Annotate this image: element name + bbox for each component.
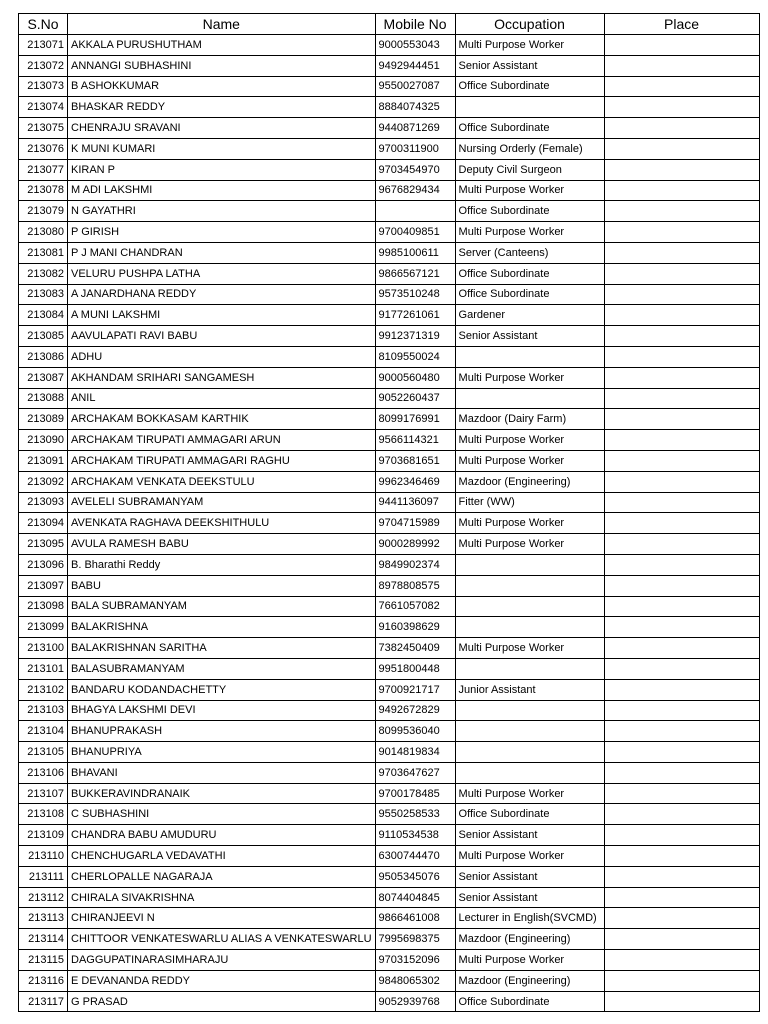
cell-sno: 213079 [19,201,68,222]
table-row [19,762,760,783]
cell-place [604,367,759,388]
header-mobile: Mobile No [375,14,455,35]
cell-place [604,201,759,222]
table-row [19,242,760,263]
cell-mobile: 9700178485 [375,783,455,804]
cell-mobile: 9676829434 [375,180,455,201]
cell-sno: 213082 [19,263,68,284]
cell-place [604,222,759,243]
cell-occupation: Mazdoor (Engineering) [455,970,604,991]
cell-place [604,929,759,950]
cell-name: M ADI LAKSHMI [68,180,376,201]
table-row [19,991,760,1012]
cell-mobile: 9492672829 [375,700,455,721]
cell-occupation: Multi Purpose Worker [455,846,604,867]
cell-occupation: Multi Purpose Worker [455,222,604,243]
cell-name: BALAKRISHNA [68,617,376,638]
cell-sno: 213108 [19,804,68,825]
table-row [19,263,760,284]
table-row [19,575,760,596]
cell-sno: 213099 [19,617,68,638]
cell-mobile: 9000289992 [375,534,455,555]
cell-place [604,762,759,783]
cell-name: BHANUPRAKASH [68,721,376,742]
cell-sno: 213087 [19,367,68,388]
cell-sno: 213076 [19,138,68,159]
cell-sno: 213077 [19,159,68,180]
cell-occupation: Senior Assistant [455,55,604,76]
cell-place [604,575,759,596]
cell-mobile: 9703647627 [375,762,455,783]
cell-mobile [375,201,455,222]
table-row [19,825,760,846]
cell-place [604,242,759,263]
cell-occupation: Multi Purpose Worker [455,450,604,471]
table-row [19,201,760,222]
cell-mobile: 9703454970 [375,159,455,180]
cell-sno: 213085 [19,326,68,347]
cell-name: BHAVANI [68,762,376,783]
cell-mobile: 7382450409 [375,638,455,659]
cell-place [604,866,759,887]
table-row [19,804,760,825]
cell-place [604,721,759,742]
cell-place [604,908,759,929]
cell-name: C SUBHASHINI [68,804,376,825]
cell-sno: 213074 [19,97,68,118]
cell-occupation [455,596,604,617]
cell-place [604,513,759,534]
cell-mobile: 9000553043 [375,35,455,56]
cell-occupation: Multi Purpose Worker [455,783,604,804]
table-row [19,638,760,659]
cell-name: A JANARDHANA REDDY [68,284,376,305]
table-row [19,929,760,950]
cell-mobile: 9550027087 [375,76,455,97]
cell-name: ANIL [68,388,376,409]
cell-place [604,887,759,908]
cell-mobile: 9440871269 [375,118,455,139]
cell-name: N GAYATHRI [68,201,376,222]
cell-mobile: 9177261061 [375,305,455,326]
cell-occupation [455,700,604,721]
cell-place [604,346,759,367]
table-row [19,367,760,388]
table-row [19,846,760,867]
cell-name: AVELELI SUBRAMANYAM [68,492,376,513]
cell-mobile: 9866461008 [375,908,455,929]
cell-name: BHASKAR REDDY [68,97,376,118]
cell-place [604,596,759,617]
cell-sno: 213112 [19,887,68,908]
cell-place [604,55,759,76]
cell-name: BHANUPRIYA [68,742,376,763]
cell-mobile: 9052939768 [375,991,455,1012]
cell-sno: 213081 [19,242,68,263]
cell-name: BANDARU KODANDACHETTY [68,679,376,700]
cell-place [604,846,759,867]
cell-mobile: 9704715989 [375,513,455,534]
header-row [19,14,760,35]
cell-occupation: Mazdoor (Dairy Farm) [455,409,604,430]
cell-occupation: Nursing Orderly (Female) [455,138,604,159]
cell-occupation: Multi Purpose Worker [455,35,604,56]
cell-name: BHAGYA LAKSHMI DEVI [68,700,376,721]
cell-occupation: Multi Purpose Worker [455,534,604,555]
cell-name: ARCHAKAM TIRUPATI AMMAGARI ARUN [68,430,376,451]
cell-sno: 213091 [19,450,68,471]
cell-place [604,804,759,825]
cell-sno: 213093 [19,492,68,513]
cell-occupation: Fitter (WW) [455,492,604,513]
cell-place [604,409,759,430]
header-name: Name [68,14,376,35]
cell-occupation [455,762,604,783]
cell-mobile: 9014819834 [375,742,455,763]
cell-name: BALASUBRAMANYAM [68,658,376,679]
cell-mobile: 8978808575 [375,575,455,596]
cell-sno: 213097 [19,575,68,596]
table-row [19,908,760,929]
cell-mobile: 8884074325 [375,97,455,118]
cell-occupation: Lecturer in English(SVCMD) [455,908,604,929]
cell-place [604,305,759,326]
cell-sno: 213092 [19,471,68,492]
cell-mobile: 9985100611 [375,242,455,263]
cell-place [604,492,759,513]
table-row [19,35,760,56]
header-occupation: Occupation [455,14,604,35]
cell-name: CHENRAJU SRAVANI [68,118,376,139]
cell-name: ADHU [68,346,376,367]
cell-name: AKKALA PURUSHUTHAM [68,35,376,56]
cell-mobile: 6300744470 [375,846,455,867]
cell-name: ARCHAKAM BOKKASAM KARTHIK [68,409,376,430]
cell-mobile: 9912371319 [375,326,455,347]
cell-sno: 213089 [19,409,68,430]
cell-occupation: Server (Canteens) [455,242,604,263]
cell-occupation: Multi Purpose Worker [455,180,604,201]
cell-name: AAVULAPATI RAVI BABU [68,326,376,347]
cell-place [604,783,759,804]
table-row [19,721,760,742]
cell-sno: 213105 [19,742,68,763]
cell-place [604,658,759,679]
cell-occupation: Office Subordinate [455,263,604,284]
cell-sno: 213072 [19,55,68,76]
cell-name: VELURU PUSHPA LATHA [68,263,376,284]
cell-mobile: 9962346469 [375,471,455,492]
cell-occupation [455,658,604,679]
cell-name: BUKKERAVINDRANAIK [68,783,376,804]
table-row [19,326,760,347]
cell-occupation: Office Subordinate [455,76,604,97]
cell-sno: 213113 [19,908,68,929]
cell-place [604,76,759,97]
cell-occupation: Senior Assistant [455,326,604,347]
cell-occupation: Multi Purpose Worker [455,367,604,388]
cell-name: BABU [68,575,376,596]
cell-place [604,679,759,700]
cell-occupation: Mazdoor (Engineering) [455,929,604,950]
table-row [19,409,760,430]
cell-name: AVENKATA RAGHAVA DEEKSHITHULU [68,513,376,534]
cell-sno: 213111 [19,866,68,887]
table-row [19,471,760,492]
cell-name: ANNANGI SUBHASHINI [68,55,376,76]
table-row [19,596,760,617]
cell-occupation: Office Subordinate [455,118,604,139]
cell-place [604,471,759,492]
cell-occupation: Multi Purpose Worker [455,430,604,451]
cell-occupation: Mazdoor (Engineering) [455,471,604,492]
table-row [19,492,760,513]
cell-sno: 213101 [19,658,68,679]
cell-sno: 213114 [19,929,68,950]
table-row [19,97,760,118]
cell-occupation [455,721,604,742]
cell-mobile: 8109550024 [375,346,455,367]
cell-occupation: Office Subordinate [455,284,604,305]
cell-mobile: 7995698375 [375,929,455,950]
cell-name: KIRAN P [68,159,376,180]
cell-occupation: Office Subordinate [455,201,604,222]
cell-mobile: 9866567121 [375,263,455,284]
cell-sno: 213104 [19,721,68,742]
table-row [19,305,760,326]
cell-mobile: 9492944451 [375,55,455,76]
cell-mobile: 8074404845 [375,887,455,908]
table-row [19,138,760,159]
cell-place [604,825,759,846]
table-row [19,679,760,700]
cell-occupation: Senior Assistant [455,825,604,846]
cell-occupation [455,575,604,596]
cell-mobile: 9052260437 [375,388,455,409]
cell-occupation: Senior Assistant [455,866,604,887]
cell-name: BALAKRISHNAN SARITHA [68,638,376,659]
table-row [19,742,760,763]
cell-mobile: 8099536040 [375,721,455,742]
cell-mobile: 9951800448 [375,658,455,679]
cell-sno: 213083 [19,284,68,305]
cell-occupation: Junior Assistant [455,679,604,700]
cell-name: CHANDRA BABU AMUDURU [68,825,376,846]
cell-sno: 213107 [19,783,68,804]
cell-mobile: 9700409851 [375,222,455,243]
table-row [19,118,760,139]
cell-mobile: 9566114321 [375,430,455,451]
cell-name: G PRASAD [68,991,376,1012]
cell-place [604,950,759,971]
cell-place [604,35,759,56]
table-row [19,554,760,575]
cell-place [604,991,759,1012]
cell-mobile: 9703152096 [375,950,455,971]
cell-mobile: 9703681651 [375,450,455,471]
table-row [19,970,760,991]
table-row [19,430,760,451]
cell-name: CHIRANJEEVI N [68,908,376,929]
cell-name: B. Bharathi Reddy [68,554,376,575]
table-row [19,783,760,804]
cell-place [604,700,759,721]
cell-sno: 213100 [19,638,68,659]
cell-mobile: 9848065302 [375,970,455,991]
cell-name: K MUNI KUMARI [68,138,376,159]
cell-occupation [455,742,604,763]
cell-name: AVULA RAMESH BABU [68,534,376,555]
cell-name: P J MANI CHANDRAN [68,242,376,263]
cell-name: BALA SUBRAMANYAM [68,596,376,617]
table-row [19,617,760,638]
cell-name: ARCHAKAM TIRUPATI AMMAGARI RAGHU [68,450,376,471]
cell-occupation: Multi Purpose Worker [455,638,604,659]
cell-name: CHITTOOR VENKATESWARLU ALIAS A VENKATESWARLU [68,929,376,950]
cell-mobile: 8099176991 [375,409,455,430]
cell-name: B ASHOKKUMAR [68,76,376,97]
cell-name: CHENCHUGARLA VEDAVATHI [68,846,376,867]
cell-place [604,326,759,347]
cell-name: P GIRISH [68,222,376,243]
cell-mobile: 7661057082 [375,596,455,617]
table-row [19,55,760,76]
cell-occupation: Office Subordinate [455,991,604,1012]
header-place: Place [604,14,759,35]
cell-sno: 213098 [19,596,68,617]
table-row [19,222,760,243]
cell-mobile: 9550258533 [375,804,455,825]
cell-place [604,97,759,118]
cell-occupation [455,97,604,118]
cell-place [604,970,759,991]
cell-mobile: 9700921717 [375,679,455,700]
cell-sno: 213117 [19,991,68,1012]
cell-place [604,450,759,471]
cell-occupation: Deputy Civil Surgeon [455,159,604,180]
cell-place [604,617,759,638]
table-row [19,180,760,201]
cell-sno: 213078 [19,180,68,201]
cell-mobile: 9573510248 [375,284,455,305]
cell-sno: 213109 [19,825,68,846]
cell-place [604,554,759,575]
cell-place [604,138,759,159]
cell-occupation: Gardener [455,305,604,326]
cell-mobile: 9160398629 [375,617,455,638]
cell-mobile: 9110534538 [375,825,455,846]
cell-mobile: 9849902374 [375,554,455,575]
cell-name: CHIRALA SIVAKRISHNA [68,887,376,908]
table-row [19,658,760,679]
cell-place [604,742,759,763]
cell-sno: 213080 [19,222,68,243]
cell-name: AKHANDAM SRIHARI SANGAMESH [68,367,376,388]
cell-occupation: Office Subordinate [455,804,604,825]
cell-place [604,263,759,284]
cell-occupation [455,617,604,638]
cell-place [604,180,759,201]
table-row [19,950,760,971]
table-row [19,450,760,471]
cell-name: ARCHAKAM VENKATA DEEKSTULU [68,471,376,492]
table-row [19,534,760,555]
cell-sno: 213115 [19,950,68,971]
cell-sno: 213088 [19,388,68,409]
table-row [19,887,760,908]
cell-sno: 213094 [19,513,68,534]
cell-sno: 213071 [19,35,68,56]
cell-name: E DEVANANDA REDDY [68,970,376,991]
cell-place [604,534,759,555]
cell-name: A MUNI LAKSHMI [68,305,376,326]
cell-sno: 213075 [19,118,68,139]
cell-name: CHERLOPALLE NAGARAJA [68,866,376,887]
cell-sno: 213090 [19,430,68,451]
table-row [19,700,760,721]
cell-sno: 213106 [19,762,68,783]
table-row [19,388,760,409]
cell-occupation: Multi Purpose Worker [455,950,604,971]
cell-sno: 213084 [19,305,68,326]
header-sno: S.No [19,14,68,35]
cell-sno: 213102 [19,679,68,700]
cell-sno: 213110 [19,846,68,867]
table-row [19,159,760,180]
employee-table [18,13,760,1012]
cell-sno: 213103 [19,700,68,721]
cell-place [604,118,759,139]
table-row [19,866,760,887]
cell-place [604,430,759,451]
cell-sno: 213073 [19,76,68,97]
cell-place [604,159,759,180]
cell-mobile: 9441136097 [375,492,455,513]
cell-sno: 213116 [19,970,68,991]
cell-place [604,388,759,409]
cell-occupation [455,388,604,409]
cell-sno: 213095 [19,534,68,555]
cell-mobile: 9000560480 [375,367,455,388]
cell-occupation [455,346,604,367]
cell-occupation: Senior Assistant [455,887,604,908]
cell-name: DAGGUPATINARASIMHARAJU [68,950,376,971]
table-row [19,284,760,305]
cell-place [604,284,759,305]
cell-sno: 213096 [19,554,68,575]
cell-sno: 213086 [19,346,68,367]
table-row [19,346,760,367]
cell-occupation [455,554,604,575]
cell-mobile: 9700311900 [375,138,455,159]
cell-place [604,638,759,659]
cell-occupation: Multi Purpose Worker [455,513,604,534]
table-row [19,513,760,534]
table-row [19,76,760,97]
cell-mobile: 9505345076 [375,866,455,887]
